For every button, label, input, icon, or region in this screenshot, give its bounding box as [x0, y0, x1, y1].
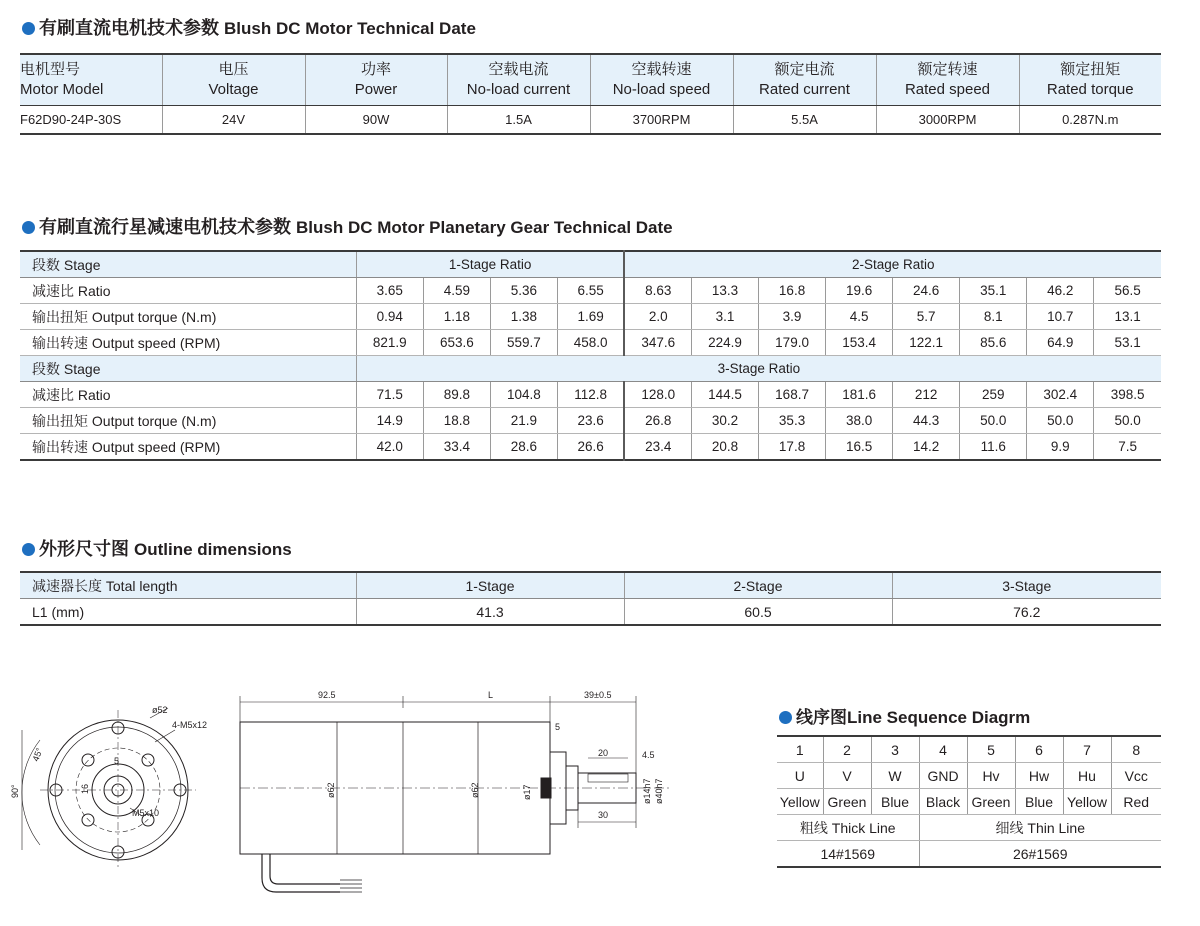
- value-cell: 35.3: [759, 408, 826, 434]
- dim-5-side: 5: [555, 722, 561, 732]
- value-cell: 26.8: [624, 408, 691, 434]
- title-en: Outline dimensions: [134, 540, 292, 559]
- value-cell: 0.94: [356, 304, 423, 330]
- dim-m5: M5x10: [132, 808, 160, 818]
- value-cell: 398.5: [1094, 382, 1161, 408]
- stage-label: 段数 Stage: [20, 356, 356, 382]
- pin-cell: 7: [1063, 736, 1111, 763]
- title-cn: 外形尺寸图: [39, 539, 129, 559]
- value-cell: 42.0: [356, 434, 423, 461]
- speed-row-label: 输出转速 Output speed (RPM): [20, 434, 356, 461]
- title-cn: 有刷直流行星减速电机技术参数: [39, 217, 291, 237]
- pin-cell: 8: [1111, 736, 1161, 763]
- mount-hole: [82, 814, 94, 826]
- value-cell: 71.5: [356, 382, 423, 408]
- dim-20: 20: [598, 748, 609, 758]
- value-cell: 259: [960, 382, 1027, 408]
- value-cell: 50.0: [1027, 408, 1094, 434]
- value-cell: 4.5: [826, 304, 893, 330]
- torque-row: [20, 304, 1161, 330]
- title-wire: 线序图Line Sequence Diagrm: [796, 708, 1031, 727]
- value-cell: 3.65: [356, 278, 423, 304]
- cell-l1-stage2: 60.5: [624, 599, 892, 626]
- color-cell: Yellow: [777, 789, 823, 815]
- title-en: Blush DC Motor Planetary Gear Technical Date: [296, 218, 673, 237]
- signal-cell: GND: [919, 763, 967, 789]
- value-cell: 104.8: [490, 382, 557, 408]
- header-cell: 额定转速 Rated speed: [876, 54, 1019, 106]
- value-cell: 1.69: [557, 304, 624, 330]
- value-cell: 128.0: [624, 382, 691, 408]
- pin-cell: 6: [1015, 736, 1063, 763]
- value-cell: 85.6: [960, 330, 1027, 356]
- value-cell: 821.9: [356, 330, 423, 356]
- dim-angle-45: 45°: [30, 746, 45, 763]
- speed-row: [20, 330, 1161, 356]
- value-cell: 44.3: [893, 408, 960, 434]
- header-2-stage: 2-Stage Ratio: [624, 251, 1161, 278]
- bullet-icon: [22, 221, 35, 234]
- value-cell: 23.4: [624, 434, 691, 461]
- value-cell: 179.0: [759, 330, 826, 356]
- value-cell: 8.63: [624, 278, 691, 304]
- pin-cell: 1: [777, 736, 823, 763]
- header-cell: 功率 Power: [305, 54, 447, 106]
- dim-d14: ø14h7: [642, 778, 652, 804]
- signal-cell: Hw: [1015, 763, 1063, 789]
- section-title-motor: [22, 14, 476, 40]
- stage-label: 段数 Stage: [20, 251, 356, 278]
- dim-92-5: 92.5: [318, 690, 336, 700]
- cell-rated-current: 5.5A: [733, 106, 876, 135]
- value-cell: 35.1: [960, 278, 1027, 304]
- signal-cell: U: [777, 763, 823, 789]
- value-cell: 2.0: [624, 304, 691, 330]
- dim-d40: ø40h7: [654, 778, 664, 804]
- gear-spec-table: [20, 250, 1161, 461]
- value-cell: 89.8: [423, 382, 490, 408]
- thin-line-label: 细线 Thin Line: [919, 815, 1161, 841]
- speed-row: [20, 434, 1161, 461]
- bullet-icon: [779, 711, 792, 724]
- title-cn: 有刷直流电机技术参数: [39, 18, 219, 38]
- value-cell: 1.38: [490, 304, 557, 330]
- motor-spec-table: [20, 53, 1161, 135]
- value-cell: 16.5: [826, 434, 893, 461]
- table-row: [20, 599, 1161, 626]
- thick-line-code: 14#1569: [777, 841, 919, 868]
- value-cell: 46.2: [1027, 278, 1094, 304]
- signal-cell: Hv: [967, 763, 1015, 789]
- dim-holes: 4-M5x12: [172, 720, 208, 730]
- cell-power: 90W: [305, 106, 447, 135]
- table-header-row: [20, 572, 1161, 599]
- value-cell: 16.8: [759, 278, 826, 304]
- value-cell: 1.18: [423, 304, 490, 330]
- stage-header-row: [20, 356, 1161, 382]
- value-cell: 13.3: [692, 278, 759, 304]
- value-cell: 153.4: [826, 330, 893, 356]
- dim-angle-90: 90°: [10, 784, 20, 798]
- color-row: [777, 789, 1161, 815]
- value-cell: 13.1: [1094, 304, 1161, 330]
- ratio-row-label: 减速比 Ratio: [20, 382, 356, 408]
- pin-row: [777, 736, 1161, 763]
- value-cell: 5.36: [490, 278, 557, 304]
- value-cell: 6.55: [557, 278, 624, 304]
- signal-cell: W: [871, 763, 919, 789]
- line-type-row: [777, 815, 1161, 841]
- dim-39: 39±0.5: [584, 690, 612, 700]
- value-cell: 3.1: [692, 304, 759, 330]
- value-cell: 17.8: [759, 434, 826, 461]
- mount-hole: [142, 754, 154, 766]
- value-cell: 302.4: [1027, 382, 1094, 408]
- header-stage-1: 1-Stage: [356, 572, 624, 599]
- value-cell: 10.7: [1027, 304, 1094, 330]
- cell-rated-speed: 3000RPM: [876, 106, 1019, 135]
- ratio-row: [20, 278, 1161, 304]
- header-stage-2: 2-Stage: [624, 572, 892, 599]
- value-cell: 9.9: [1027, 434, 1094, 461]
- value-cell: 14.9: [356, 408, 423, 434]
- color-cell: Yellow: [1063, 789, 1111, 815]
- mount-hole: [82, 754, 94, 766]
- speed-row-label: 输出转速 Output speed (RPM): [20, 330, 356, 356]
- cell-noload-speed: 3700RPM: [590, 106, 733, 135]
- value-cell: 33.4: [423, 434, 490, 461]
- cell-voltage: 24V: [162, 106, 305, 135]
- dim-d17: ø17: [522, 784, 532, 800]
- value-cell: 122.1: [893, 330, 960, 356]
- title-en: Blush DC Motor Technical Date: [224, 19, 476, 38]
- header-cell: 空载转速 No-load speed: [590, 54, 733, 106]
- color-cell: Blue: [871, 789, 919, 815]
- cell-rated-torque: 0.287N.m: [1019, 106, 1161, 135]
- value-cell: 3.9: [759, 304, 826, 330]
- header-total-length: 减速器长度 Total length: [20, 572, 356, 599]
- header-cell: 空载电流 No-load current: [447, 54, 590, 106]
- header-1-stage: 1-Stage Ratio: [356, 251, 624, 278]
- value-cell: 144.5: [692, 382, 759, 408]
- value-cell: 38.0: [826, 408, 893, 434]
- table-header-row: [20, 54, 1161, 106]
- value-cell: 347.6: [624, 330, 691, 356]
- dim-16: 16: [80, 783, 90, 794]
- dim-5: 5: [114, 756, 120, 766]
- value-cell: 20.8: [692, 434, 759, 461]
- value-cell: 7.5: [1094, 434, 1161, 461]
- stage-header-row: [20, 251, 1161, 278]
- torque-row-label: 输出扭矩 Output torque (N.m): [20, 304, 356, 330]
- value-cell: 24.6: [893, 278, 960, 304]
- ratio-row-label: 减速比 Ratio: [20, 278, 356, 304]
- thick-line-label: 粗线 Thick Line: [777, 815, 919, 841]
- value-cell: 181.6: [826, 382, 893, 408]
- row-label-l1: L1 (mm): [32, 603, 85, 620]
- color-cell: Green: [967, 789, 1015, 815]
- value-cell: 21.9: [490, 408, 557, 434]
- value-cell: 112.8: [557, 382, 624, 408]
- pin-cell: 5: [967, 736, 1015, 763]
- pin-cell: 2: [823, 736, 871, 763]
- value-cell: 28.6: [490, 434, 557, 461]
- header-cell: 额定扭矩 Rated torque: [1019, 54, 1161, 106]
- color-cell: Black: [919, 789, 967, 815]
- torque-row-label: 输出扭矩 Output torque (N.m): [20, 408, 356, 434]
- table-row: [20, 106, 1161, 135]
- value-cell: 18.8: [423, 408, 490, 434]
- length-table: [20, 571, 1161, 626]
- cell-l1-stage1: 41.3: [356, 599, 624, 626]
- pin-cell: 4: [919, 736, 967, 763]
- wire-sequence-table: [777, 735, 1161, 868]
- header-stage-3: 3-Stage: [892, 572, 1161, 599]
- dim-d52: ø52: [152, 705, 168, 715]
- section-title-gear: [22, 213, 673, 239]
- value-cell: 19.6: [826, 278, 893, 304]
- thin-line-code: 26#1569: [919, 841, 1161, 868]
- value-cell: 53.1: [1094, 330, 1161, 356]
- bullet-icon: [22, 22, 35, 35]
- signal-cell: Vcc: [1111, 763, 1161, 789]
- header-cell: 电机型号 Motor Model: [20, 54, 162, 106]
- value-cell: 50.0: [960, 408, 1027, 434]
- value-cell: 4.59: [423, 278, 490, 304]
- value-cell: 26.6: [557, 434, 624, 461]
- bullet-icon: [22, 543, 35, 556]
- value-cell: 458.0: [557, 330, 624, 356]
- header-3-stage: 3-Stage Ratio: [356, 356, 1161, 382]
- outline-drawing: [0, 680, 700, 900]
- motor-body: [240, 722, 550, 854]
- color-cell: Green: [823, 789, 871, 815]
- cell-model: F62D90-24P-30S: [20, 112, 122, 127]
- value-cell: 5.7: [893, 304, 960, 330]
- value-cell: 224.9: [692, 330, 759, 356]
- signal-cell: V: [823, 763, 871, 789]
- value-cell: 212: [893, 382, 960, 408]
- value-cell: 14.2: [893, 434, 960, 461]
- cell-noload-current: 1.5A: [447, 106, 590, 135]
- signal-row: [777, 763, 1161, 789]
- value-cell: 11.6: [960, 434, 1027, 461]
- section-title-wire: [779, 703, 1030, 728]
- dim-4-5: 4.5: [642, 750, 655, 760]
- pin-cell: 3: [871, 736, 919, 763]
- dim-L: L: [488, 690, 494, 700]
- dim-d62-b: ø62: [470, 782, 480, 798]
- section-title-outline: [22, 535, 292, 561]
- value-cell: 56.5: [1094, 278, 1161, 304]
- value-cell: 64.9: [1027, 330, 1094, 356]
- dim-30: 30: [598, 810, 609, 820]
- value-cell: 23.6: [557, 408, 624, 434]
- value-cell: 8.1: [960, 304, 1027, 330]
- value-cell: 653.6: [423, 330, 490, 356]
- value-cell: 30.2: [692, 408, 759, 434]
- cell-l1-stage3: 76.2: [892, 599, 1161, 626]
- line-code-row: [777, 841, 1161, 868]
- value-cell: 50.0: [1094, 408, 1161, 434]
- header-cell: 额定电流 Rated current: [733, 54, 876, 106]
- torque-row: [20, 408, 1161, 434]
- value-cell: 559.7: [490, 330, 557, 356]
- signal-cell: Hu: [1063, 763, 1111, 789]
- color-cell: Red: [1111, 789, 1161, 815]
- color-cell: Blue: [1015, 789, 1063, 815]
- value-cell: 168.7: [759, 382, 826, 408]
- ratio-row: [20, 382, 1161, 408]
- header-cell: 电压 Voltage: [162, 54, 305, 106]
- dim-d62-a: ø62: [326, 782, 336, 798]
